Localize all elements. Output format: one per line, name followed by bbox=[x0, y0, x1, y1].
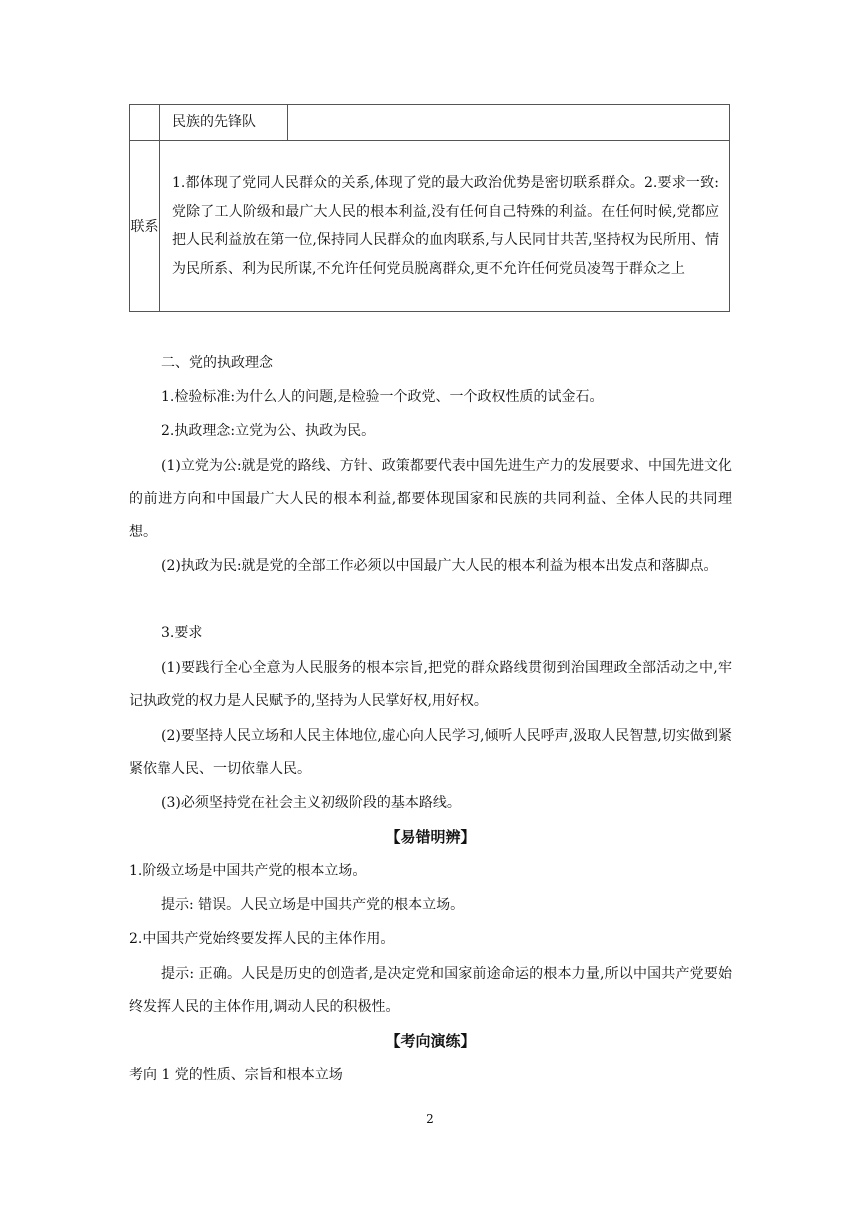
paragraph: 1.检验标准:为什么人的问题,是检验一个政党、一个政权性质的试金石。 bbox=[161, 389, 604, 405]
paragraph: (1)要践行全心全意为人民服务的根本宗旨,把党的群众路线贯彻到治国理政全部活动之中,牢记执政党的权力是人民赋予的,坚持为人民掌好权,用好权。 bbox=[129, 660, 732, 709]
mistake-question: 2.中国共产党始终要发挥人民的主体作用。 bbox=[129, 931, 395, 947]
table-cell-empty bbox=[130, 105, 160, 141]
row1-text: 民族的先锋队 bbox=[172, 114, 256, 130]
table-cell bbox=[160, 141, 730, 312]
paragraph: 2.执政理念:立党为公、执政为民。 bbox=[161, 423, 376, 439]
mistake-answer: 提示: 错误。人民立场是中国共产党的根本立场。 bbox=[161, 897, 465, 913]
paragraph: 3.要求 bbox=[161, 625, 203, 641]
paragraph: (2)执政为民:就是党的全部工作必须以中国最广大人民的根本利益为根本出发点和落脚点。 bbox=[161, 558, 718, 574]
paragraph: (1)立党为公:就是党的路线、方针、政策都要代表中国先进生产力的发展要求、中国先进文化的前进方向和中国最广大人民的根本利益,都要体现国家和民族的共同利益、全体人民的共同理想。 bbox=[129, 458, 732, 540]
paragraph: (3)必须坚持党在社会主义初级阶段的基本路线。 bbox=[161, 795, 461, 811]
practice-heading: 【考向演练】 bbox=[385, 1032, 476, 1050]
table-row bbox=[130, 105, 730, 141]
relation-label: 联系 bbox=[130, 141, 160, 312]
comparison-table bbox=[129, 104, 730, 312]
paragraph: (2)要坚持人民立场和人民主体地位,虚心向人民学习,倾听人民呼声,汲取人民智慧,切实做到紧紧依靠人民、一切依靠人民。 bbox=[129, 728, 732, 777]
practice-item: 考向 1 党的性质、宗旨和根本立场 bbox=[129, 1067, 343, 1083]
section-title: 二、党的执政理念 bbox=[161, 355, 273, 371]
relation-text: 1.都体现了党同人民群众的关系,体现了党的最大政治优势是密切联系群众。2.要求一致:党除了工人阶级和最广大人民的根本利益,没有任何自己特殊的利益。在任何时候,党都应把人民利益放在第一位,保持同人民群众的血肉联系,与人民同甘共苦,坚持权为民所用、情为民所系、利为民所谋,不允许任何党员脱离群众,更不允许任何党员凌驾于群众之上 bbox=[172, 175, 719, 277]
table-cell bbox=[160, 105, 288, 141]
page-number: 2 bbox=[426, 1112, 434, 1126]
table-cell-empty bbox=[288, 105, 730, 141]
table-row bbox=[130, 141, 730, 312]
mistake-answer: 提示: 正确。人民是历史的创造者,是决定党和国家前途命运的根本力量,所以中国共产党要始终发挥人民的主体作用,调动人民的积极性。 bbox=[129, 966, 732, 1015]
mistake-question: 1.阶级立场是中国共产党的根本立场。 bbox=[129, 863, 367, 879]
mistakes-heading: 【易错明辨】 bbox=[385, 828, 476, 846]
